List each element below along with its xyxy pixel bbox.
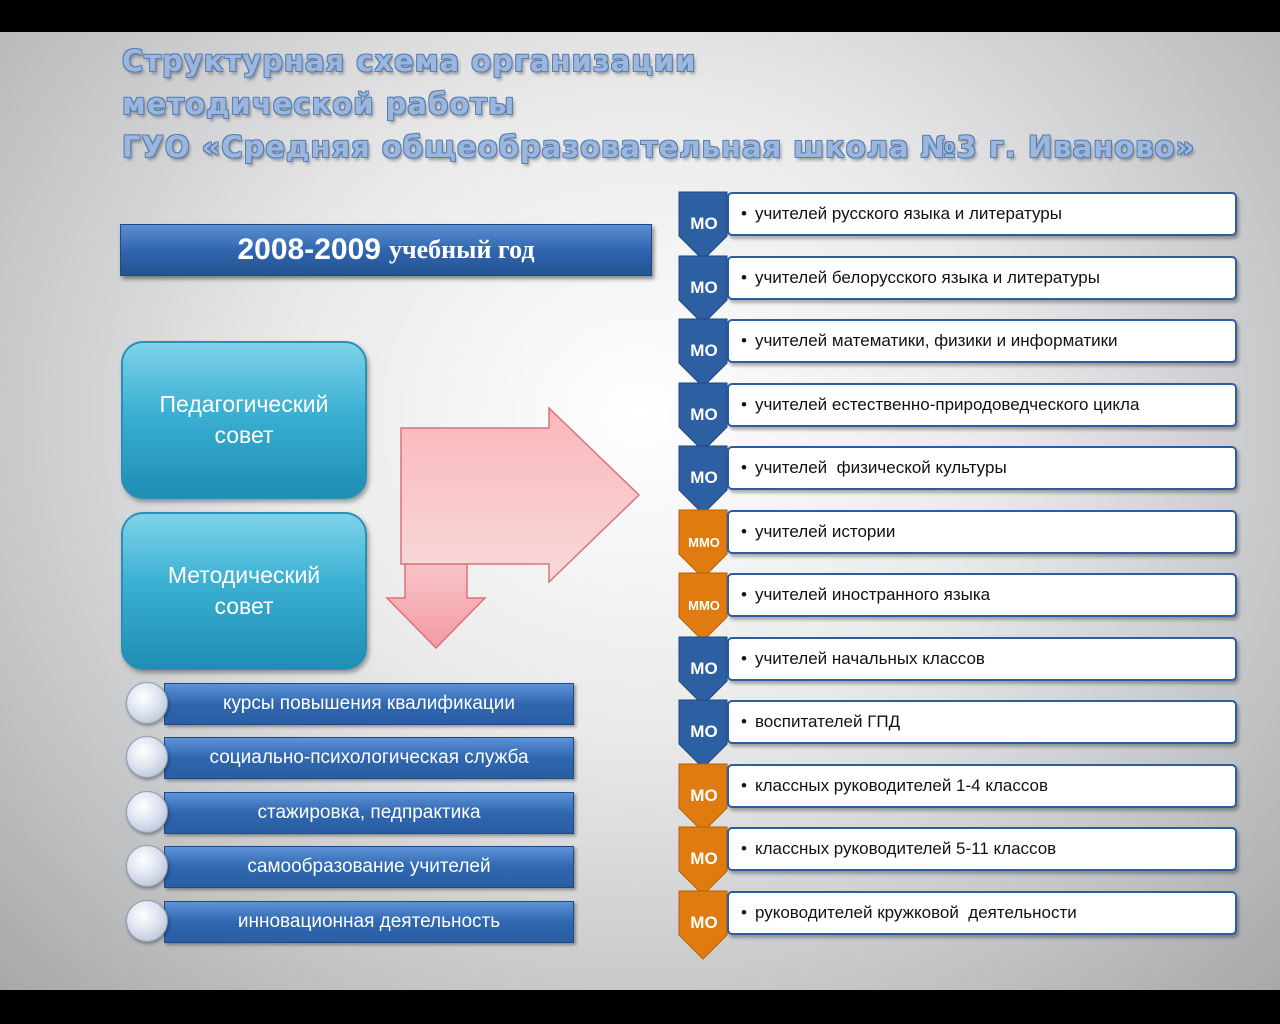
activity-item [126, 736, 574, 778]
bullet-icon: • [741, 204, 747, 223]
association-row [677, 700, 1241, 764]
activity-label: социально-психологическая служба [164, 737, 574, 779]
association-badge: МО [690, 912, 718, 932]
council-line: Педагогический [159, 391, 329, 417]
association-badge: МО [690, 785, 718, 805]
association-text: классных руководителей 5-11 классов [754, 839, 1057, 858]
bullet-icon: • [741, 331, 747, 350]
ball-icon [126, 791, 168, 833]
association-row [677, 383, 1241, 447]
association-text: учителей русского языка и литературы [754, 204, 1062, 223]
association-row [677, 256, 1241, 320]
bullet-icon: • [741, 394, 747, 414]
title-line-3: ГУО «Средняя общеобразовательная школа №3 г. Иваново» [122, 130, 1196, 164]
ball-icon [126, 736, 168, 778]
activity-label: стажировка, педпрактика [164, 792, 574, 834]
arrow-right-icon [401, 408, 639, 582]
association-badge: ММО [688, 598, 720, 613]
association-row [677, 446, 1241, 510]
association-text: учителей иностранного языка [754, 585, 991, 604]
bullet-icon: • [741, 458, 747, 477]
association-row [677, 573, 1241, 637]
association-text: учителей физической культуры [754, 458, 1007, 477]
association-text: учителей истории [754, 521, 896, 541]
association-badge: МО [690, 849, 718, 868]
council-line: Методический [167, 562, 321, 588]
association-badge: МО [690, 658, 718, 678]
association-text: учителей белорусского языка и литературы [754, 267, 1100, 287]
association-row [677, 891, 1241, 955]
activity-label: курсы повышения квалификации [164, 683, 574, 725]
year-number: 2008-2009 [237, 233, 381, 266]
association-badge: МО [690, 722, 718, 741]
association-row [677, 510, 1241, 574]
bullet-icon: • [741, 839, 747, 858]
association-box [727, 573, 1237, 617]
council-line: совет [214, 422, 274, 448]
association-box [727, 827, 1237, 871]
activity-label: инновационная деятельность [164, 901, 574, 943]
association-badge: ММО [688, 534, 720, 550]
slide [0, 32, 1280, 990]
association-badge: МО [690, 277, 718, 297]
association-box [727, 510, 1237, 554]
arrows-graphic [385, 402, 645, 652]
association-text: руководителей кружковой деятельности [754, 902, 1077, 922]
bullet-icon: • [741, 712, 747, 731]
association-box [727, 383, 1237, 427]
pedagogical-council [121, 341, 367, 499]
bullet-icon: • [741, 775, 747, 795]
ball-icon [126, 682, 168, 724]
association-row [677, 192, 1241, 256]
association-text: классных руководителей 1-4 классов [754, 775, 1049, 795]
bullet-icon: • [741, 648, 747, 668]
year-label: учебный год [388, 235, 535, 264]
activity-item [126, 845, 574, 887]
title-line-1: Структурная схема организации [122, 44, 697, 78]
association-box [727, 256, 1237, 300]
association-badge: МО [690, 341, 718, 360]
association-row [677, 637, 1241, 701]
arrow-down-icon [387, 564, 485, 648]
association-text: воспитателей ГПД [754, 712, 901, 731]
association-box [727, 891, 1237, 935]
association-row [677, 764, 1241, 828]
activity-label: самообразование учителей [164, 846, 574, 888]
ball-icon [126, 845, 168, 887]
association-box [727, 319, 1237, 363]
association-box [727, 637, 1237, 681]
bullet-icon: • [741, 267, 747, 287]
association-box [727, 764, 1237, 808]
association-box [727, 192, 1237, 236]
methodical-council [121, 512, 367, 670]
ball-icon [126, 900, 168, 942]
association-row [677, 827, 1241, 891]
bullet-icon: • [741, 521, 747, 541]
association-badge: МО [690, 404, 718, 424]
association-text: учителей математики, физики и информатики [754, 331, 1118, 350]
activity-item [126, 791, 574, 833]
association-text: учителей естественно-природоведческого цикла [754, 394, 1140, 414]
association-badge: МО [690, 214, 718, 233]
association-box [727, 446, 1237, 490]
activity-item [126, 682, 574, 724]
association-text: учителей начальных классов [754, 648, 985, 668]
council-line: совет [214, 593, 274, 619]
association-box [727, 700, 1237, 744]
bullet-icon: • [741, 902, 747, 922]
association-badge: МО [690, 468, 718, 487]
bullet-icon: • [741, 585, 747, 604]
association-row [677, 319, 1241, 383]
title-line-2: методической работы [122, 87, 516, 121]
year-banner [120, 224, 652, 276]
activity-item [126, 900, 574, 942]
